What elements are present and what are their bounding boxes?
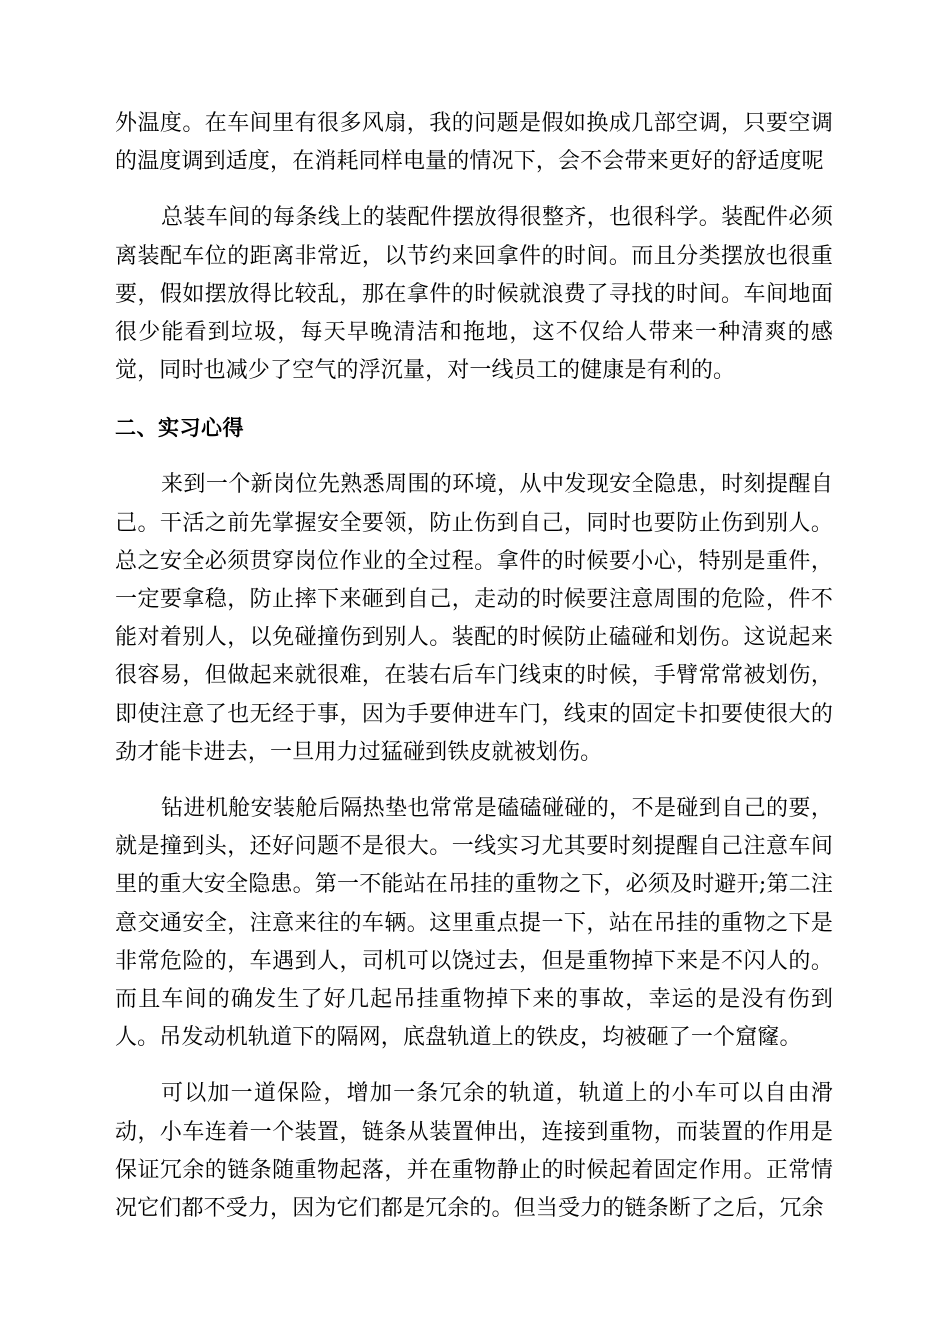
paragraph-assembly-parts: 总装车间的每条线上的装配件摆放得很整齐，也很科学。装配件必须离装配车位的距离非常近，以节约来回拿件的时间。而且分类摆放也很重要，假如摆放得比较乱，那在拿件的时候就浪费了寻找的时间。车间地面很少能看到垃圾，每天早晚清洁和拖地，这不仅给人带来一种清爽的感觉，同时也减少了空气的浮沉量，对一线员工的健康是有利的。 [115,205,833,384]
paragraph-safety-hazards: 钻进机舱安装舱后隔热垫也常常是磕磕碰碰的，不是碰到自己的要，就是撞到头，还好问题不是很大。一线实习尤其要时刻提醒自己注意车间里的重大安全隐患。第一不能站在吊挂的重物之下，必须及时避开;第二注意交通安全，注意来往的车辆。这里重点提一下，站在吊挂的重物之下是非常危险的，车遇到人，司机可以饶过去，但是重物掉下来是不闪人的。而且车间的确发生了好几起吊挂重物掉下来的事故，幸运的是没有伤到人。吊发动机轨道下的隔网，底盘轨道上的铁皮，均被砸了一个窟窿。 [115,796,833,1051]
section-heading: 二、实习心得 [115,416,244,441]
paragraph-safety-awareness: 来到一个新岗位先熟悉周围的环境，从中发现安全隐患，时刻提醒自己。干活之前先掌握安全要领，防止伤到自己，同时也要防止伤到别人。总之安全必须贯穿岗位作业的全过程。拿件的时候要小心，特别是重件，一定要拿稳，防止摔下来砸到自己，走动的时候要注意周围的危险，件不能对着别人，以免碰撞伤到别人。装配的时候防止磕碰和划伤。这说起来很容易，但做起来就很难，在装右后车门线束的时候，手臂常常被划伤，即使注意了也无经于事，因为手要伸进车门，线束的固定卡扣要使很大的劲才能卡进去，一旦用力过猛碰到铁皮就被划伤。 [115,472,833,765]
paragraph-redundant-rail: 可以加一道保险，增加一条冗余的轨道，轨道上的小车可以自由滑动，小车连着一个装置，链条从装置伸出，连接到重物，而装置的作用是保证冗余的链条随重物起落，并在重物静止的时候起着固定作用。正常情况它们都不受力，因为它们都是冗余的。但当受力的链条断了之后，冗余 [115,1081,833,1222]
paragraph-continuation: 外温度。在车间里有很多风扇，我的问题是假如换成几部空调，只要空调的温度调到适度，在消耗同样电量的情况下，会不会带来更好的舒适度呢 [115,111,833,175]
document-body [115,105,833,1228]
